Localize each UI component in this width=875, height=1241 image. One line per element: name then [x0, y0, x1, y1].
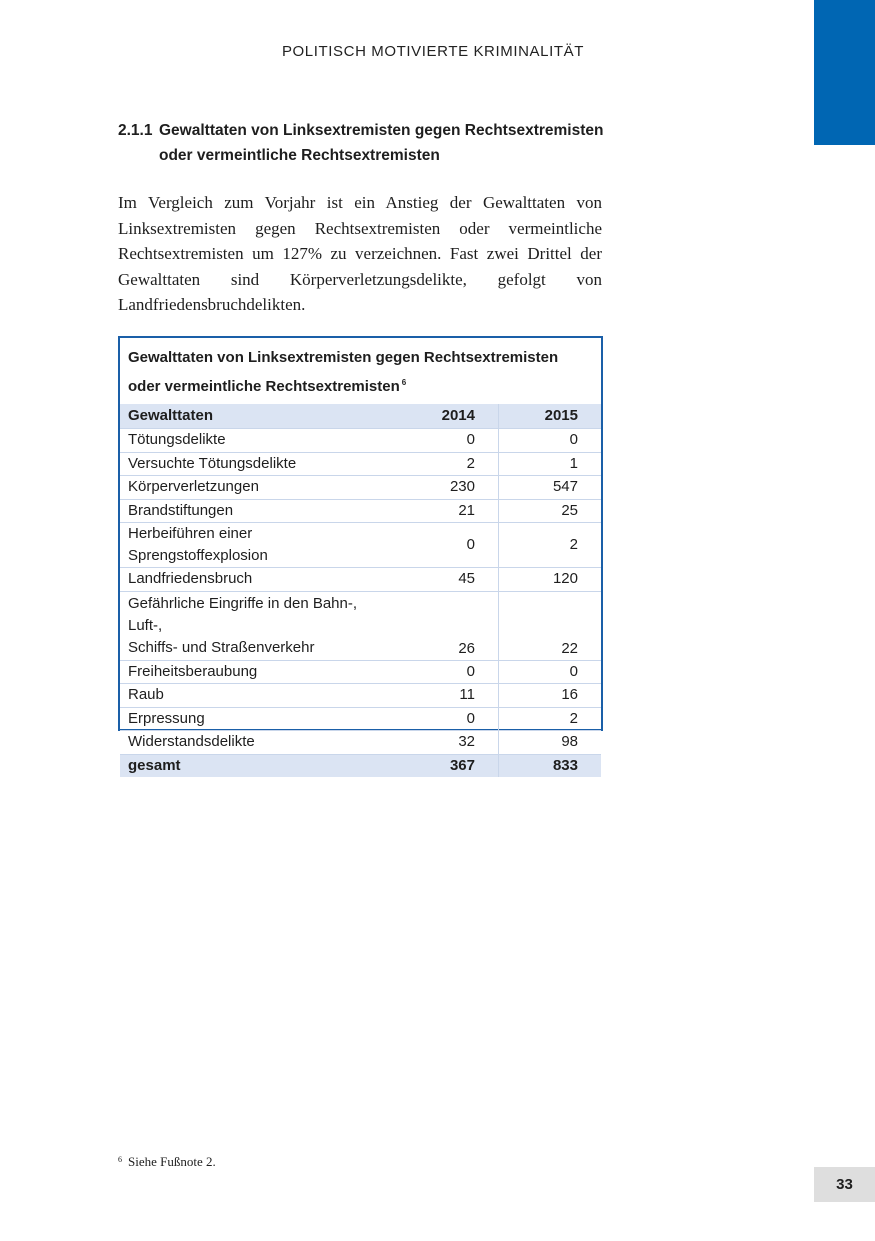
section-title-line-2: oder vermeintliche Rechtsextremisten [159, 147, 440, 164]
value-2014: 0 [397, 660, 499, 684]
value-2014: 26 [397, 591, 499, 660]
row-label: Freiheitsberaubung [120, 660, 397, 684]
footnote-marker: 6 [118, 1155, 122, 1164]
value-2015: 120 [499, 568, 602, 592]
table-row [120, 568, 601, 592]
table-row [120, 707, 601, 731]
footnote [118, 1154, 216, 1170]
value-2015: 2 [499, 523, 602, 568]
value-2015: 16 [499, 684, 602, 708]
value-2014: 230 [397, 476, 499, 500]
row-label-line-2: Schiffs- und Straßenverkehr [128, 638, 315, 656]
section-number: 2.1.1 [118, 122, 153, 139]
row-label-line-1: Gefährliche Eingriffe in den Bahn-, Luft-, [128, 594, 358, 634]
value-2014: 0 [397, 707, 499, 731]
column-header-2015: 2015 [499, 404, 602, 429]
table-row [120, 660, 601, 684]
table-row [120, 476, 601, 500]
section-heading [118, 118, 638, 168]
table-total-row [120, 754, 601, 777]
total-2015: 833 [499, 754, 602, 777]
table-caption-line-2: oder vermeintliche Rechtsextremisten $^6$ [128, 378, 407, 395]
row-label: Tötungsdelikte [120, 429, 397, 453]
value-2014: 21 [397, 499, 499, 523]
running-header: POLITISCH MOTIVIERTE KRIMINALITÄT [281, 43, 584, 60]
value-2014: 0 [397, 429, 499, 453]
column-header-2014: 2014 [397, 404, 499, 429]
row-label: Versuchte Tötungsdelikte [120, 452, 397, 476]
footnote-reference: 6 [401, 378, 407, 387]
row-label: Herbeiführen einer Sprengstoffexplosion [120, 523, 397, 568]
table-row [120, 429, 601, 453]
table-row [120, 499, 601, 523]
value-2015: 0 [499, 429, 602, 453]
total-label: gesamt [120, 754, 397, 777]
row-label: Erpressung [120, 707, 397, 731]
row-label: Brandstiftungen [120, 499, 397, 523]
body-paragraph: Im Vergleich zum Vorjahr ist ein Anstieg der Gewalttaten von Linksextremisten gegen Rechtsextremisten oder vermeintliche Rechtsextremisten um 127% zu verzeichnen. Fast zwei Drittel der Gewalttaten sind Körperverletzungsdelikte, gefolgt von Landfriedensbruchdelikten. [118, 193, 602, 314]
value-2015: 22 [499, 591, 602, 660]
statistics-table-box [118, 336, 603, 774]
table-caption [120, 338, 601, 404]
value-2014: 45 [397, 568, 499, 592]
value-2015: 0 [499, 660, 602, 684]
value-2015: 2 [499, 707, 602, 731]
section-title-line-1: Gewalttaten von Linksextremisten gegen Rechtsextremisten [159, 122, 604, 139]
value-2015: 98 [499, 731, 602, 755]
total-2014: 367 [397, 754, 499, 777]
table-header-row [120, 404, 601, 429]
value-2014: 0 [397, 523, 499, 568]
table-row [120, 523, 601, 568]
page-number: 33 [814, 1167, 875, 1202]
table-row [120, 452, 601, 476]
chapter-tab-marker [814, 0, 875, 145]
row-label: Landfriedensbruch [120, 568, 397, 592]
value-2014: 32 [397, 731, 499, 755]
value-2015: 25 [499, 499, 602, 523]
table-row [120, 731, 601, 755]
row-label: Raub [120, 684, 397, 708]
column-header-category: Gewalttaten [120, 404, 397, 429]
table-caption-line-1: Gewalttaten von Linksextremisten gegen Rechtsextremisten [128, 349, 559, 366]
table-row [120, 684, 601, 708]
row-label: Widerstandsdelikte [120, 731, 397, 755]
table-row [120, 591, 601, 660]
statistics-table [120, 404, 601, 777]
value-2015: 547 [499, 476, 602, 500]
footnote-text: Siehe Fußnote 2. [128, 1154, 216, 1169]
value-2014: 11 [397, 684, 499, 708]
row-label: Körperverletzungen [120, 476, 397, 500]
row-label [120, 591, 397, 660]
value-2014: 2 [397, 452, 499, 476]
value-2015: 1 [499, 452, 602, 476]
